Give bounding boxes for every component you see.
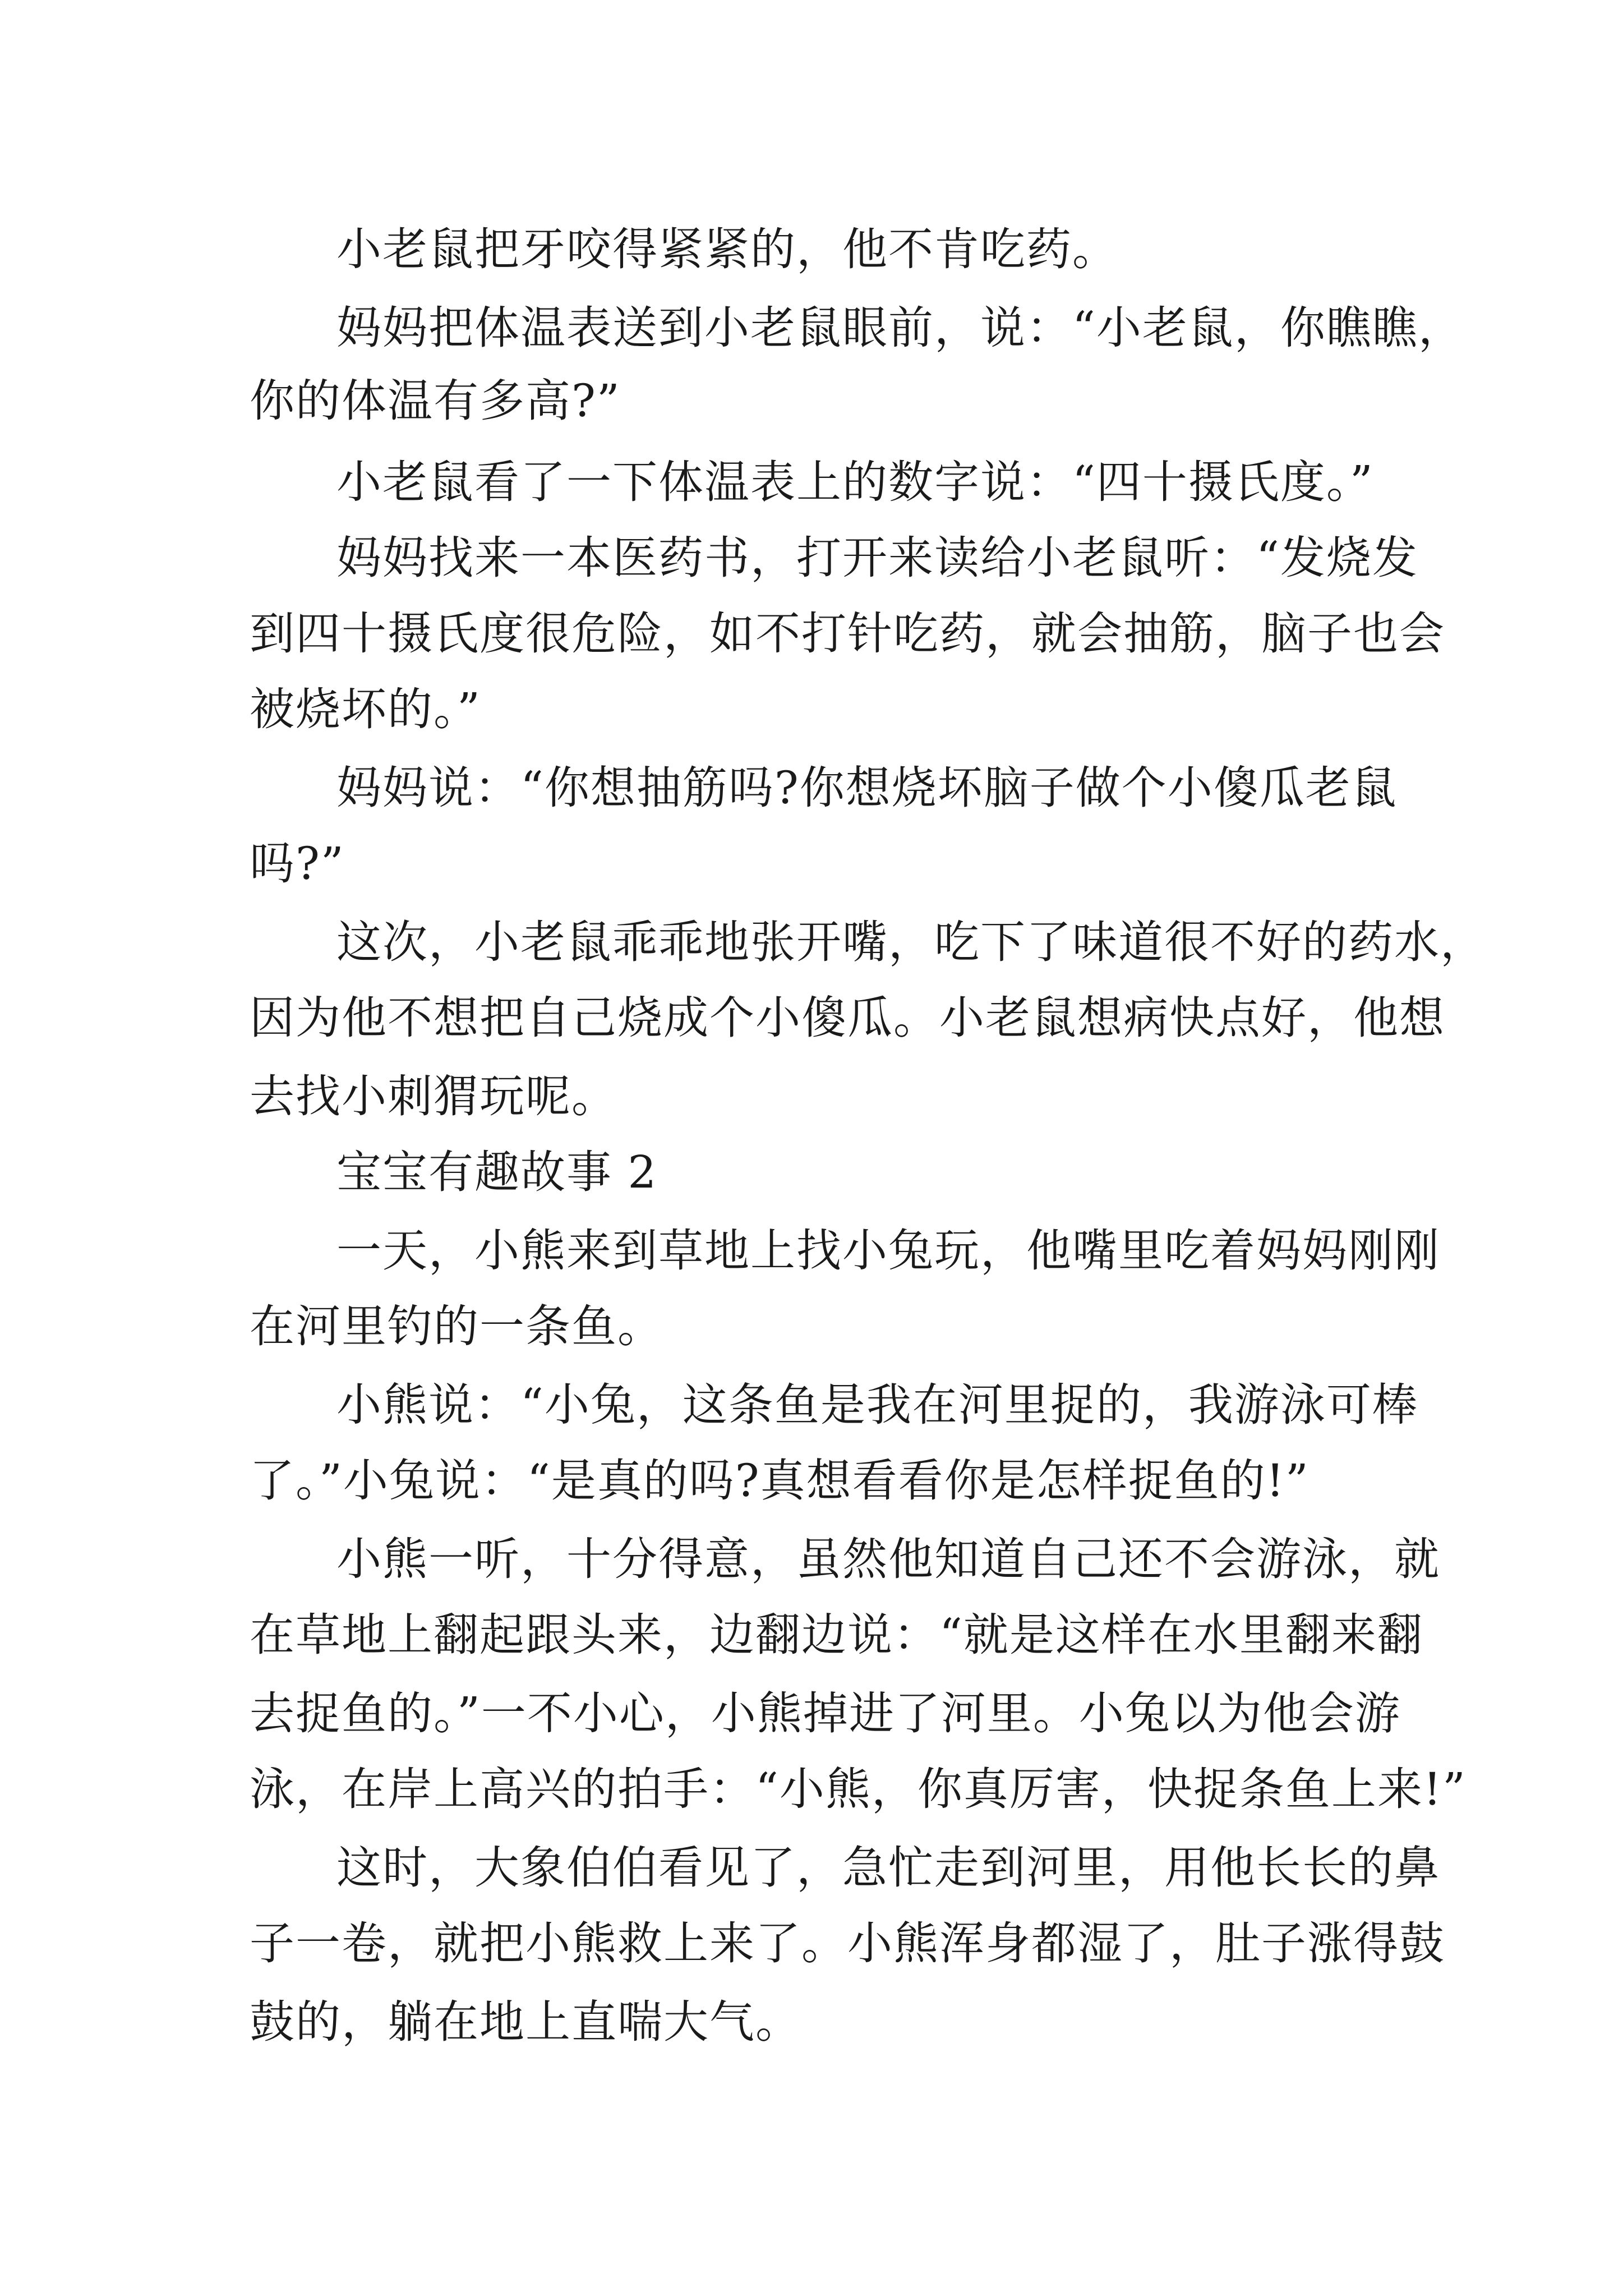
text-line: 在草地上翻起跟头来，边翻边说：“就是这样在水里翻来翻 [250,1609,1423,1661]
section-heading: 宝宝有趣故事 2 [336,1146,658,1198]
text-line: 小老鼠看了一下体温表上的数字说：“四十摄氏度。” [336,456,1374,508]
text-line: 一天，小熊来到草地上找小兔玩，他嘴里吃着妈妈刚刚 [336,1225,1440,1277]
text-line: 这次，小老鼠乖乖地张开嘴，吃下了味道很不好的药水， [336,916,1486,968]
text-line: 子一卷，就把小熊救上来了。小熊浑身都湿了，肚子涨得鼓 [250,1917,1445,1970]
text-line: 鼓的，躺在地上直喘大气。 [250,1996,801,2048]
text-line: 妈妈把体温表送到小老鼠眼前，说：“小老鼠，你瞧瞧， [336,302,1464,354]
text-line: 泳，在岸上高兴的拍手：“小熊，你真厉害，快捉条鱼上来!” [250,1763,1467,1815]
text-line: 小熊一听，十分得意，虽然他知道自己还不会游泳，就 [336,1533,1440,1585]
text-line: 小熊说：“小兔，这条鱼是我在河里捉的，我游泳可棒 [336,1379,1418,1431]
text-line: 你的体温有多高?” [250,375,621,427]
text-line: 这时，大象伯伯看见了，急忙走到河里，用他长长的鼻 [336,1842,1440,1894]
text-line: 到四十摄氏度很危险，如不打针吃药，就会抽筋，脑子也会 [250,608,1445,660]
text-line: 因为他不想把自己烧成个小傻瓜。小老鼠想病快点好，他想 [250,992,1445,1044]
text-line: 吗?” [250,838,345,890]
text-line: 了。”小兔说：“是真的吗?真想看看你是怎样捉鱼的!” [250,1455,1310,1507]
text-line: 在河里钓的一条鱼。 [250,1300,663,1352]
text-line: 去捉鱼的。”一不小心，小熊掉进了河里。小兔以为他会游 [250,1687,1401,1740]
text-line: 妈妈找来一本医药书，打开来读给小老鼠听：“发烧发 [336,532,1418,584]
text-line: 妈妈说：“你想抽筋吗?你想烧坏脑子做个小傻瓜老鼠 [336,762,1398,814]
text-line: 去找小刺猬玩呢。 [250,1070,617,1122]
text-line: 小老鼠把牙咬得紧紧的，他不肯吃药。 [336,223,1118,275]
text-line: 被烧坏的。” [250,683,481,735]
